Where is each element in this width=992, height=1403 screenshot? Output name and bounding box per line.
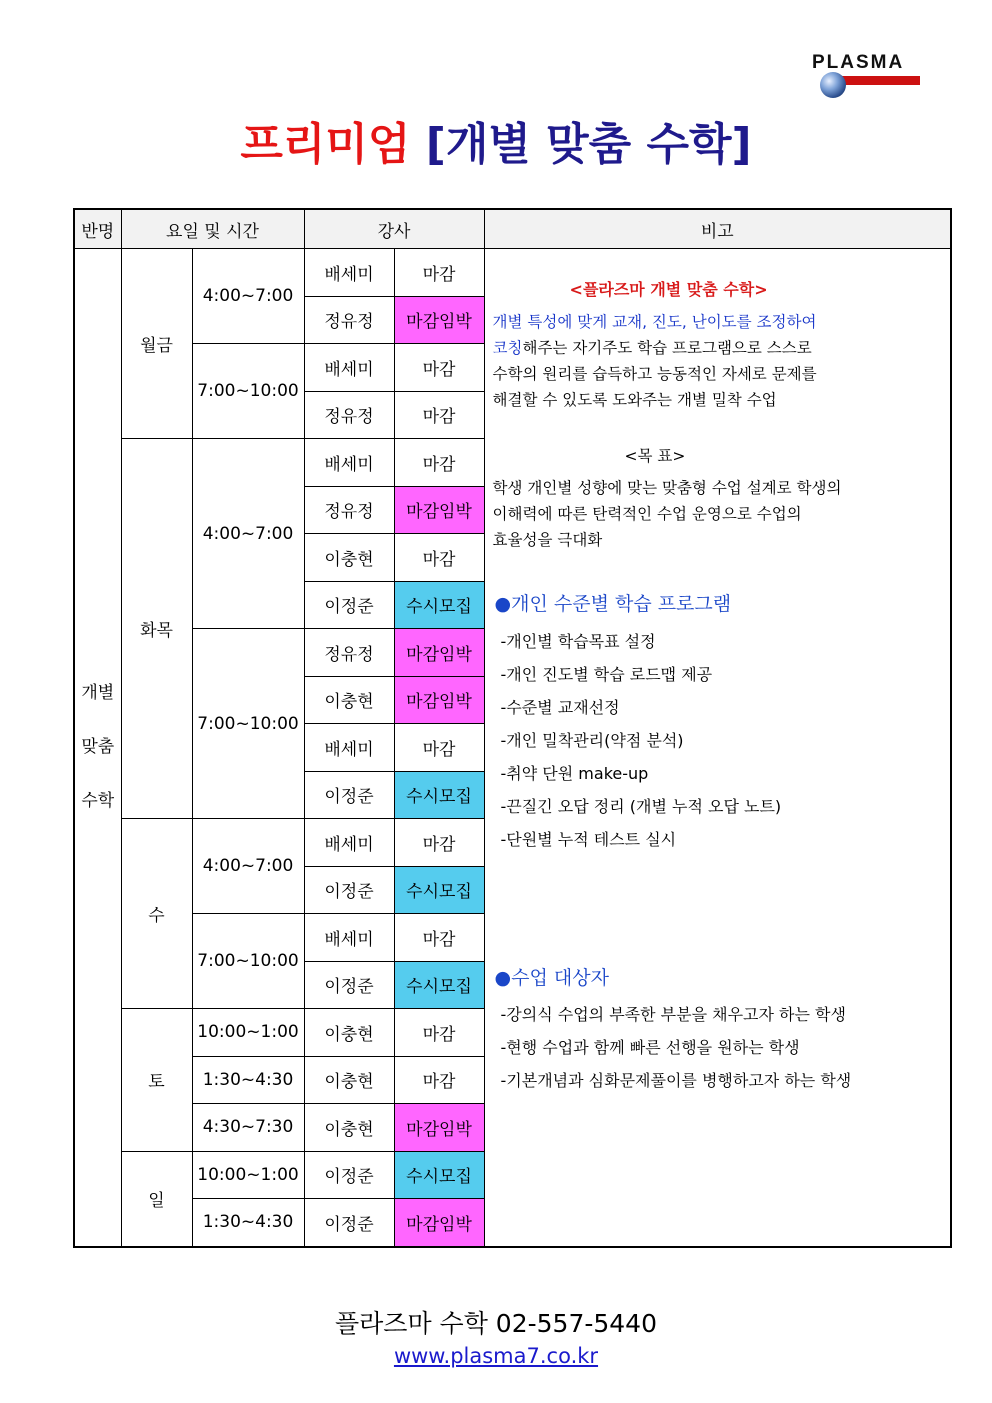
program-item: -취약 단원 make-up [500, 764, 649, 783]
goal-line: 이해력에 따른 탄력적인 수업 운영으로 수업의 [492, 505, 802, 523]
status-cell: 마감 [394, 1009, 484, 1057]
day-cell: 월금 [121, 249, 192, 439]
teacher-cell: 이정준 [304, 1151, 394, 1199]
teacher-cell: 이정준 [304, 866, 394, 914]
remarks-cell [484, 249, 951, 1247]
program-item: -끈질긴 오답 정리 (개별 누적 오답 노트) [500, 797, 782, 816]
program-item: -개인 밀착관리(약점 분석) [500, 731, 684, 750]
teacher-cell: 배세미 [304, 249, 394, 297]
status-cell: 마감임박 [394, 1104, 484, 1152]
header-time: 요일 및 시간 [121, 209, 304, 249]
teacher-cell: 이정준 [304, 1199, 394, 1247]
time-cell: 4:30~7:30 [192, 1104, 304, 1152]
title-main: [개별 맞춤 수학] [425, 119, 752, 170]
teacher-cell: 정유정 [304, 486, 394, 534]
intro-title: <플라즈마 개별 맞춤 수학> [569, 280, 768, 299]
intro-line: 수학의 원리를 습득하고 능동적인 자세로 문제를 [492, 365, 817, 383]
day-cell: 일 [121, 1151, 192, 1247]
intro-line: 해결할 수 있도록 도와주는 개별 밀착 수업 [492, 391, 777, 409]
status-cell: 수시모집 [394, 961, 484, 1009]
day-cell: 수 [121, 819, 192, 1009]
teacher-cell: 이충현 [304, 676, 394, 724]
teacher-cell: 이충현 [304, 1056, 394, 1104]
day-cell: 화목 [121, 439, 192, 819]
program-item: -수준별 교재선정 [500, 698, 620, 717]
header-class: 반명 [74, 209, 121, 249]
status-cell: 마감 [394, 1056, 484, 1104]
time-cell: 1:30~4:30 [192, 1199, 304, 1247]
teacher-cell: 이충현 [304, 534, 394, 582]
day-cell: 토 [121, 1009, 192, 1152]
program-title: ●개인 수준별 학습 프로그램 [494, 593, 732, 615]
time-cell: 4:00~7:00 [192, 249, 304, 344]
goal-title: <목 표> [624, 447, 686, 465]
status-cell: 마감 [394, 534, 484, 582]
status-cell: 수시모집 [394, 771, 484, 819]
status-cell: 마감임박 [394, 629, 484, 677]
status-cell: 마감임박 [394, 486, 484, 534]
status-cell: 마감 [394, 391, 484, 439]
status-cell: 마감 [394, 439, 484, 487]
target-item: -현행 수업과 함께 빠른 선행을 원하는 학생 [500, 1038, 800, 1057]
teacher-cell: 정유정 [304, 629, 394, 677]
teacher-cell: 이정준 [304, 961, 394, 1009]
status-cell: 수시모집 [394, 1151, 484, 1199]
footer-phone: 플라즈마 수학 02-557-5440 [335, 1309, 657, 1338]
teacher-cell: 정유정 [304, 296, 394, 344]
intro-line [493, 335, 812, 361]
page-title [0, 108, 992, 172]
teacher-cell: 배세미 [304, 439, 394, 487]
status-cell: 수시모집 [394, 581, 484, 629]
teacher-cell: 정유정 [304, 391, 394, 439]
time-cell: 4:00~7:00 [192, 819, 304, 914]
teacher-cell: 이충현 [304, 1009, 394, 1057]
teacher-cell: 배세미 [304, 819, 394, 867]
class-name-line: 수학 [81, 791, 115, 812]
header-teacher: 강사 [304, 209, 484, 249]
goal-line: 학생 개인별 성향에 맞는 맞춤형 수업 설계로 학생의 [492, 479, 842, 497]
target-item: -강의식 수업의 부족한 부분을 채우고자 하는 학생 [500, 1005, 846, 1024]
status-cell: 마감임박 [394, 296, 484, 344]
teacher-cell: 이정준 [304, 581, 394, 629]
time-cell: 1:30~4:30 [192, 1056, 304, 1104]
status-cell: 마감 [394, 724, 484, 772]
teacher-cell: 배세미 [304, 344, 394, 392]
time-cell: 4:00~7:00 [192, 439, 304, 629]
status-cell: 마감 [394, 344, 484, 392]
status-cell: 마감 [394, 249, 484, 297]
intro-coaching: 코칭 [492, 339, 523, 357]
class-name-line: 맞춤 [81, 737, 115, 758]
header-row [74, 209, 951, 249]
program-item: -단원별 누적 테스트 실시 [500, 830, 677, 849]
header-remarks: 비고 [484, 209, 951, 249]
time-cell: 7:00~10:00 [192, 629, 304, 819]
footer-url-line [0, 1344, 992, 1368]
teacher-cell: 이정준 [304, 771, 394, 819]
time-cell: 7:00~10:00 [192, 344, 304, 439]
teacher-cell: 배세미 [304, 914, 394, 962]
schedule-table [73, 208, 952, 1248]
status-cell: 마감임박 [394, 1199, 484, 1247]
program-item: -개인 진도별 학습 로드맵 제공 [500, 665, 713, 684]
time-cell: 10:00~1:00 [192, 1151, 304, 1199]
time-cell: 7:00~10:00 [192, 914, 304, 1009]
time-cell: 10:00~1:00 [192, 1009, 304, 1057]
website-link[interactable]: www.plasma7.co.kr [393, 1344, 599, 1368]
status-cell: 수시모집 [394, 866, 484, 914]
intro-line: 개별 특성에 맞게 교재, 진도, 난이도를 조정하여 [492, 313, 817, 331]
program-item: -개인별 학습목표 설정 [500, 632, 656, 651]
logo-text: PLASMA [812, 52, 905, 73]
target-title: ●수업 대상자 [494, 967, 609, 989]
class-name-line: 개별 [81, 683, 115, 704]
teacher-cell: 이충현 [304, 1104, 394, 1152]
title-premium: 프리미엄 [240, 119, 411, 170]
intro-line-rest: 해주는 자기주도 학습 프로그램으로 스스로 [522, 339, 812, 357]
status-cell: 마감 [394, 819, 484, 867]
status-cell: 마감임박 [394, 676, 484, 724]
plasma-logo [808, 52, 920, 96]
class-name-cell [74, 249, 121, 1247]
teacher-cell: 배세미 [304, 724, 394, 772]
status-cell: 마감 [394, 914, 484, 962]
goal-line: 효율성을 극대화 [492, 531, 603, 549]
globe-icon [820, 72, 846, 98]
target-item: -기본개념과 심화문제풀이를 병행하고자 하는 학생 [500, 1071, 852, 1090]
